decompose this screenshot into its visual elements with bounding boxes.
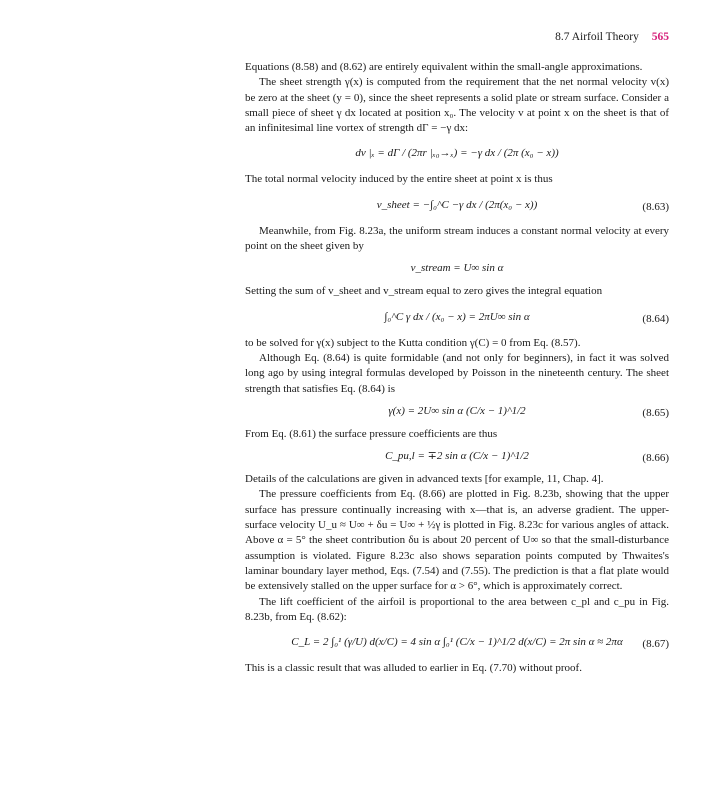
paragraph: to be solved for γ(x) subject to the Kutta condition γ(C) = 0 from Eq. (8.57). — [245, 336, 581, 349]
equation-expression: C_pu,l = ∓2 sin α (C/x − 1)^1/2 — [385, 450, 529, 463]
paragraph: Although Eq. (8.64) is quite formidable (and not only for beginners), in fact it was solved long ago by using integral formulas developed by Poisson in the nineteenth century. The sheet strength that satisfies Eq. (8.64) is — [245, 351, 669, 395]
paragraph: The lift coefficient of the airfoil is proportional to the area between c_pl and c_pu in Fig. 8.23b, from Eq. (8.62): — [245, 595, 669, 623]
equation — [245, 442, 669, 472]
equation — [245, 136, 669, 172]
equation-expression: C_L = 2 ∫₀¹ (γ/U) d(x/C) = 4 sin α ∫₀¹ (C/x − 1)^1/2 d(x/C) = 2π sin α ≈ 2πα — [291, 636, 623, 649]
section-title: 8.7 Airfoil Theory — [555, 31, 639, 43]
page-number: 565 — [651, 31, 669, 43]
paragraph: The pressure coefficients from Eq. (8.66) are plotted in Fig. 8.23b, showing that the upper surface has pressure continually increasing with x—that is, an adverse gradient. The upper-surface velocity U_u ≈ U∞ + δu = U∞ + ½γ is plotted in Fig. 8.23c for various angles of attack. Above α = 5° the sheet contribution δu is about 20 percent of U∞ so that the small-disturbance assumption is violated. Figure 8.23c also shows separation points computed by Thwaites's laminar boundary layer method, Eqs. (7.54) and (7.55). The prediction is that a flat plate would be extensively stalled on the upper surface for α > 6°, which is approximately correct. — [245, 488, 669, 593]
equation-expression: v_sheet = −∫₀^C −γ dx / (2π(x₀ − x)) — [376, 198, 538, 211]
equation-expression: v_stream = U∞ sin α — [410, 262, 504, 275]
equation-number: (8.65) — [642, 406, 669, 419]
paragraph: This is a classic result that was alluded to earlier in Eq. (7.70) without proof. — [245, 662, 582, 675]
equation-number: (8.66) — [642, 452, 669, 465]
equation — [245, 625, 669, 661]
equation — [245, 397, 669, 427]
equation — [245, 188, 669, 224]
paragraph: Setting the sum of v_sheet and v_stream equal to zero gives the integral equation — [245, 285, 603, 298]
equation-number: (8.67) — [642, 638, 669, 651]
paragraph: Details of the calculations are given in advanced texts [for example, 11, Chap. 4]. — [245, 473, 604, 486]
page-body — [245, 60, 669, 676]
equation — [245, 254, 669, 284]
paragraph: Equations (8.58) and (8.62) are entirely equivalent within the small-angle approximations. — [245, 61, 643, 73]
paragraph: Meanwhile, from Fig. 8.23a, the uniform stream induces a constant normal velocity at every point on the sheet given by — [245, 224, 669, 253]
equation-number: (8.63) — [642, 200, 669, 213]
equation-expression: dv |ₓ = dΓ / (2πr |ₓ₀→ₓ) = −γ dx / (2π (x₀ − x)) — [355, 147, 559, 160]
paragraph: From Eq. (8.61) the surface pressure coefficients are thus — [245, 427, 498, 440]
equation-expression: γ(x) = 2U∞ sin α (C/x − 1)^1/2 — [388, 404, 526, 417]
equation-expression: ∫₀^C γ dx / (x₀ − x) = 2πU∞ sin α — [384, 310, 530, 323]
equation — [245, 300, 669, 336]
paragraph: The total normal velocity induced by the entire sheet at point x is thus — [245, 173, 553, 186]
page-header — [555, 31, 669, 43]
paragraph: The sheet strength γ(x) is computed from the requirement that the net normal velocity v(x) be zero at the sheet (y = 0), since the sheet represents a solid plate or stream surface. Consider a small piece of sheet γ dx located at position x₀. The velocity v at point x on the sheet is that of an infinitesimal line vortex of strength dΓ = −γ dx: — [245, 76, 669, 135]
equation-number: (8.64) — [642, 312, 669, 325]
